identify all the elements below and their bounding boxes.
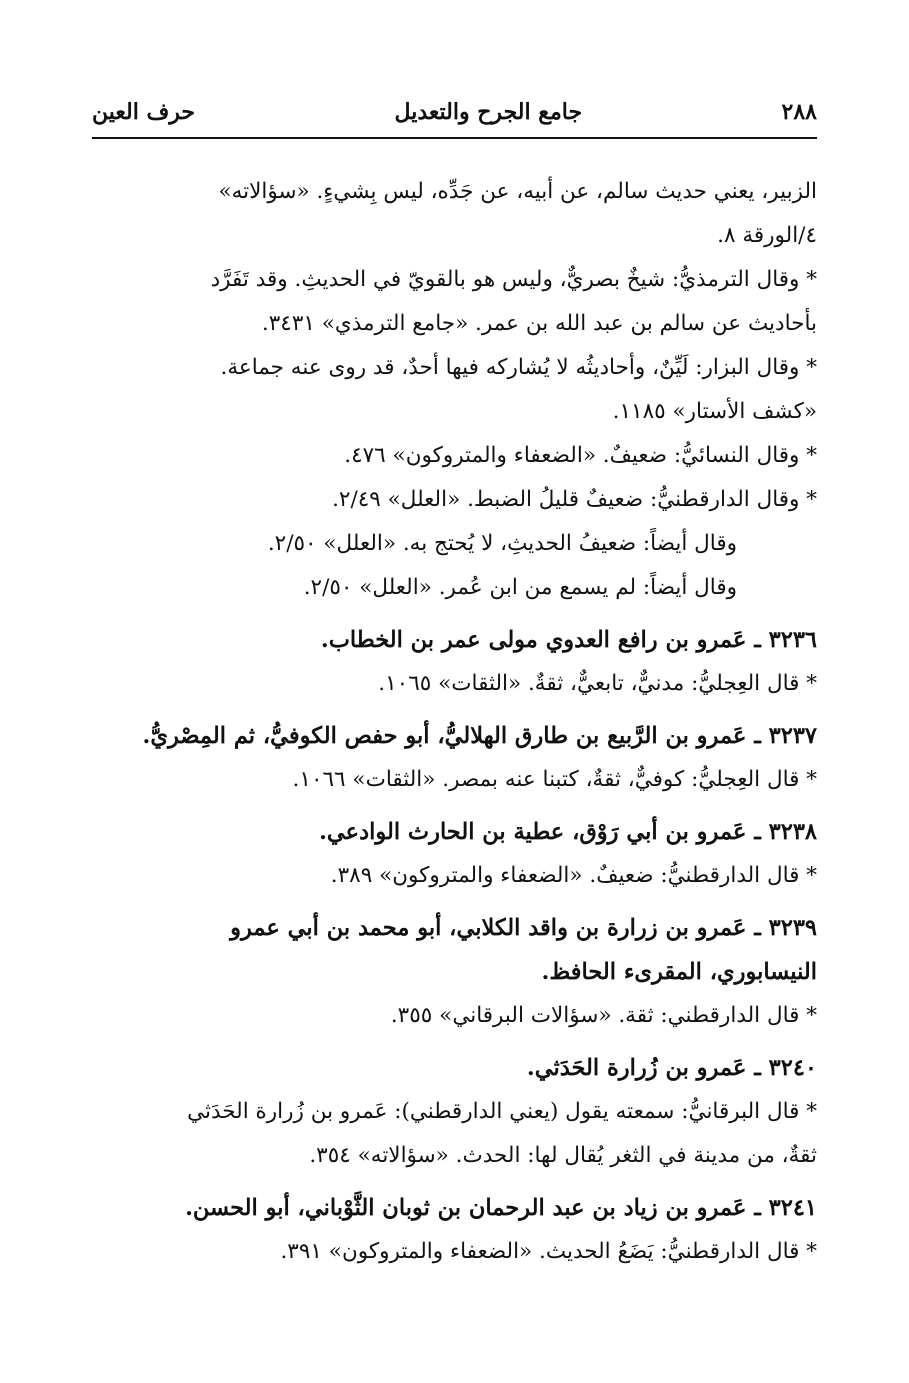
text-line: * وقال الدارقطنيُّ: ضعيفٌ قليلُ الضبط. «العلل» ٢/٤٩.	[332, 487, 817, 512]
section-title: حرف العين	[92, 99, 196, 125]
entry-heading-line: ٣٢٣٧ ـ عَمرو بن الرَّبيع بن طارق الهلاليُّ، أبو حفص الكوفيُّ، ثم المِصْريُّ.	[142, 723, 817, 749]
page-body	[92, 170, 817, 1274]
text-line: «كشف الأستار» ١١٨٥.	[612, 399, 817, 424]
entry-heading-line: ٣٢٣٩ ـ عَمرو بن زرارة بن واقد الكلابي، أبو محمد بن أبي عمرو	[230, 915, 817, 941]
text-line: * قال الدارقطنيُّ: ضعيفٌ. «الضعفاء والمتروكون» ٣٨٩.	[330, 863, 817, 888]
text-line: * وقال الترمذيُّ: شيخٌ بصريٌّ، وليس هو بالقويّ في الحديثِ. وقد تَفَرَّد	[210, 267, 817, 292]
text-line: * قال العِجليُّ: مدنيٌّ، تابعيٌّ، ثقةٌ. «الثقات» ١٠٦٥.	[378, 671, 817, 696]
page-header	[92, 92, 817, 132]
text-line: * قال البرقانيُّ: سمعته يقول (يعني الدارقطني): عَمرو بن زُرارة الحَدَثي	[187, 1099, 817, 1124]
text-line: * قال الدارقطني: ثقة. «سؤالات البرقاني» ٣٥٥.	[390, 1003, 817, 1028]
entry-gap	[92, 1178, 817, 1186]
entry-heading-line: ٣٢٣٦ ـ عَمرو بن رافع العدوي مولى عمر بن الخطاب.	[320, 627, 817, 653]
text-line: * قال الدارقطنيُّ: يَضَعُ الحديث. «الضعفاء والمتروكون» ٣٩١.	[280, 1239, 817, 1264]
entry-gap	[92, 610, 817, 618]
entry-heading-line: ٣٢٤١ ـ عَمرو بن زياد بن عبد الرحمان بن ثوبان الثَّوْباني، أبو الحسن.	[185, 1195, 817, 1221]
text-line: وقال أيضاً: ضعيفُ الحديثِ، لا يُحتج به. «العلل» ٢/٥٠.	[267, 531, 737, 556]
page-number: ٢٨٨	[781, 99, 817, 125]
header-rule	[92, 137, 817, 139]
entry-gap	[92, 802, 817, 810]
text-line: * وقال البزار: لَيِّنٌ، وأحاديثُه لا يُشاركه فيها أحدٌ، قد روى عنه جماعة.	[220, 355, 817, 380]
entry-gap	[92, 898, 817, 906]
text-line: وقال أيضاً: لم يسمع من ابن عُمر. «العلل» ٢/٥٠.	[303, 575, 737, 600]
entry-heading-line: ٣٢٣٨ ـ عَمرو بن أبي رَوْق، عطية بن الحارث الوادعي.	[319, 819, 817, 845]
text-line: * قال العِجليُّ: كوفيٌّ، ثقةٌ، كتبنا عنه بمصر. «الثقات» ١٠٦٦.	[292, 767, 817, 792]
entry-heading-line: ٣٢٤٠ ـ عَمرو بن زُرارة الحَدَثي.	[526, 1055, 817, 1081]
text-line: بأحاديث عن سالم بن عبد الله بن عمر. «جامع الترمذي» ٣٤٣١.	[261, 311, 817, 336]
text-line: ٤/الورقة ٨.	[717, 223, 817, 248]
entry-gap	[92, 706, 817, 714]
text-line: الزبير، يعني حديث سالم، عن أبيه، عن جَدِّه، ليس بِشيءٍ. «سؤالاته»	[218, 179, 817, 204]
book-title: جامع الجرح والتعديل	[394, 99, 583, 125]
text-line: ثقةٌ، من مدينة في الثغر يُقال لها: الحدث. «سؤالاته» ٣٥٤.	[309, 1143, 817, 1168]
entry-gap	[92, 1038, 817, 1046]
text-line: * وقال النسائيُّ: ضعيفٌ. «الضعفاء والمتروكون» ٤٧٦.	[344, 443, 817, 468]
entry-heading-line: النيسابوري، المقرىء الحافظ.	[541, 959, 817, 985]
